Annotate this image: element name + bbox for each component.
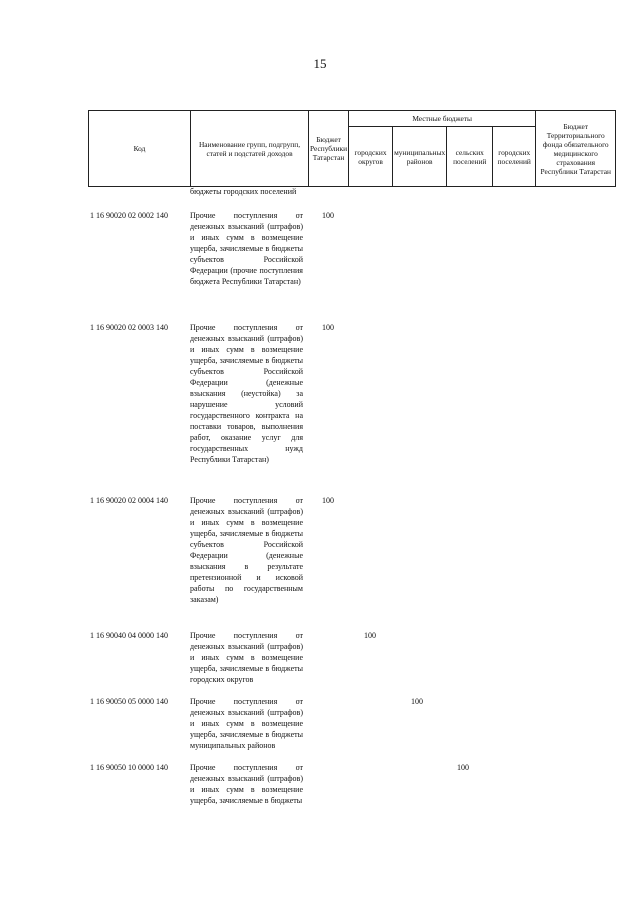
header-local-budgets: Местные бюджеты [349,111,536,127]
header-local-mun: муниципальных районов [393,127,447,187]
row-value: 100 [322,496,334,505]
row-code: 1 16 90040 04 0000 140 [90,631,168,640]
row-name: Прочие поступления от денежных взысканий (штрафов) и иных сумм в возмещение ущерба, зачисляемые в бюджеты субъектов Российской Федерации (прочие поступления бюджета Республики Татарстан) [190,211,303,286]
row-name: Прочие поступления от денежных взысканий (штрафов) и иных сумм в возмещение ущерба, зачисляемые в бюджеты [190,763,303,805]
header-local-town: городских поселений [493,127,536,187]
row-name: Прочие поступления от денежных взысканий (штрафов) и иных сумм в возмещение ущерба, зачисляемые в бюджеты субъектов Российской Федерации (денежные взыскания (неустойка) за нарушение условий государственного контракта на поставки товаров, выполнения работ, оказание услуг для государственных нужд Республики Татарстан) [190,323,303,464]
row-name: Прочие поступления от денежных взысканий (штрафов) и иных сумм в возмещение ущерба, зачисляемые в бюджеты субъектов Российской Федерации (денежные взыскания в результате претензионной и исковой работы по государственным заказам) [190,496,303,604]
header-local-rural: сельских поселений [447,127,493,187]
row-value: 100 [411,697,423,706]
header-budget-rt: Бюджет Республики Татарстан [309,111,349,187]
header-name: Наименование групп, подгрупп, статей и подстатей доходов [191,111,309,187]
row-name: Прочие поступления от денежных взысканий (штрафов) и иных сумм в возмещение ущерба, зачисляемые в бюджеты муниципальных районов [190,697,303,750]
row-value: 100 [457,763,469,772]
row-value: 100 [322,323,334,332]
row-value: 100 [322,211,334,220]
continuation-text: бюджеты городских поселений [190,187,297,196]
page-number: 15 [313,56,327,71]
row-name: Прочие поступления от денежных взысканий (штрафов) и иных сумм в возмещение ущерба, зачисляемые в бюджеты городских округов [190,631,303,684]
row-value: 100 [364,631,376,640]
row-code: 1 16 90020 02 0004 140 [90,496,168,505]
table-header [88,110,616,187]
row-code: 1 16 90020 02 0003 140 [90,323,168,332]
row-code: 1 16 90050 05 0000 140 [90,697,168,706]
row-code: 1 16 90050 10 0000 140 [90,763,168,772]
header-local-city: городских округов [349,127,393,187]
row-code: 1 16 90020 02 0002 140 [90,211,168,220]
header-tfoms: Бюджет Территориального фонда обязательного медицинского страхования Республики Татарстан [536,111,616,187]
header-code: Код [89,111,191,187]
